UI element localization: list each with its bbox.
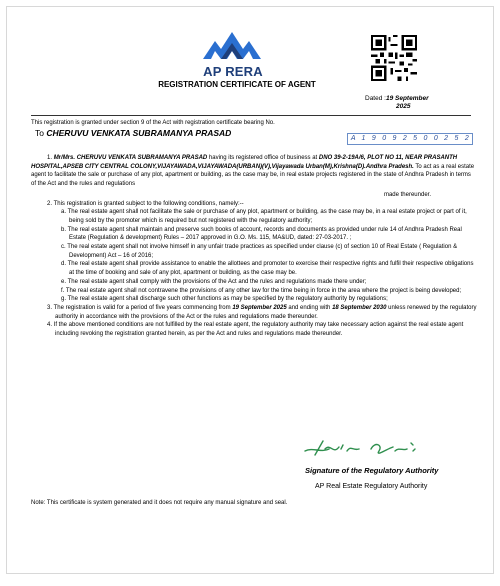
condition-item: e. The real estate agent shall comply with the provisions of the Act and the rules and regulations made there under; [61, 278, 367, 285]
dated-value: 19 September [385, 95, 429, 102]
reg-char: A [350, 135, 356, 142]
validity-end: 18 September 2030 [332, 304, 387, 311]
system-generated-note: Note: This certificate is system generated and it does not require any manual signature and seal. [31, 500, 288, 506]
reg-char: 9 [371, 135, 376, 142]
registration-number-box [347, 133, 473, 145]
agent-address: DNO 39-2-19A/6, PLOT NO 11, NEAR PRASANTH HOSPITAL,APSEB CITY CENTRAL COLONY,VIJAYAWADA,VIJAYAWADA(URBAN)(V),Vijayawada Urban(M),Krishna(D).Andhra Pradesh. [31, 155, 458, 170]
condition-item: a. The real estate agent shall not facilitate the sale or purchase of any plot, apartment or building, as the case may be, in a real estate project or part of it, being sold by the promoter which is required but not registered with the regulatory authority; [61, 209, 467, 224]
recipient-line: To CHERUVU VENKATA SUBRAMANYA PRASAD [35, 128, 232, 138]
reg-char: 5 [454, 135, 459, 142]
reg-char: 9 [392, 135, 397, 142]
condition-item: g. The real estate agent shall discharge such other functions as may be specified by the regulatory authority by regulations; [61, 296, 388, 303]
reg-char: 0 [423, 135, 428, 142]
signature-organization: AP Real Estate Regulatory Authority [315, 483, 428, 490]
granted-statement: This registration is granted under section 9 of the Act with registration certificate bearing No. [31, 120, 275, 126]
recipient-name: CHERUVU VENKATA SUBRAMANYA PRASAD [46, 128, 232, 138]
reg-char: 0 [433, 135, 438, 142]
condition-item: b. The real estate agent shall maintain and preserve such books of account, records and documents as provided under rule 14 of Andhra Pradesh Real Estate (Regulation & development) Rules – 2017 approved in G.O. Ms. 115, MA&UD, dated: 27-03-2017. ; [61, 226, 462, 242]
paragraph-1: 1. Mr/Mrs. CHERUVU VENKATA SUBRAMANYA PRASAD having its registered office of business at DNO 39-2-19A/6, PLOT NO 11, NEAR PRASANTH HOSPITAL,APSEB CITY CENTRAL COLONY,VIJAYAWADA,VIJAYAWADA(URBAN)(V),Vijayawada Urban(M),Krishna(D).Andhra Pradesh. To act as a real estate agent to facilitate the sale or purchase of any plot, apartment or building, as the case may be, in real estate projects registered in the state of Andhra Pradesh in terms of the Act and the rules and regulations [31, 155, 475, 188]
reg-char: 5 [413, 135, 418, 142]
dated-year: 2025 [396, 103, 411, 110]
reg-char: 2 [402, 135, 407, 142]
certificate-page [6, 6, 494, 574]
ap-rera-logo-icon [199, 29, 265, 63]
logo-text: AP RERA [203, 64, 263, 79]
certificate-body [31, 154, 477, 339]
reg-char: 2 [464, 135, 469, 142]
reg-char: 0 [382, 135, 387, 142]
reg-char: 1 [361, 135, 366, 142]
dated-label: Dated :19 September [365, 95, 429, 102]
condition-item: f. The real estate agent shall not contravene the provisions of any other law for the time being in force in the area where the project is being developed; [61, 287, 462, 294]
qr-code-icon [371, 35, 417, 81]
handwritten-signature-icon [303, 437, 427, 459]
paragraph-4: 4. If the above mentioned conditions are not fulfilled by the real estate agent, the regulatory authority may take necessary action against the real estate agent including revoking the registration granted herein, as per the Act and rules and regulations made thereunder. [47, 322, 464, 338]
agent-name: Mr/Mrs. CHERUVU VENKATA SUBRAMANYA PRASAD [53, 155, 208, 161]
reg-char: 2 [444, 135, 449, 142]
signature-title: Signature of the Regulatory Authority [305, 466, 439, 475]
header-divider [31, 115, 471, 116]
certificate-title: REGISTRATION CERTIFICATE OF AGENT [158, 80, 316, 89]
validity-start: 19 September 2025 [232, 304, 287, 311]
paragraph-1-tail: made thereunder. [383, 191, 431, 198]
paragraph-3: 3. The registration is valid for a period of five years commencing from 19 September 2025 and ending with 18 September 2030 unless renewed by the regulatory authority in accordance with the provisions of the Act or the rules and regulations made thereunder. [47, 304, 477, 320]
paragraph-2: 2. This registration is granted subject to the following conditions, namely:-- [47, 200, 244, 207]
condition-item: c. The real estate agent shall not involve himself in any unfair trade practices as specified under clause (c) of section 10 of Real Estate ( Regulation & Development) Act – 16 of 2016; [61, 244, 458, 259]
condition-item: d. The real estate agent shall provide assistance to enable the allottees and promoter to exercise their respective rights and fulfil their respective obligations at the time of booking and sale of any plot, apartment or building, as the case may be. [61, 261, 474, 277]
